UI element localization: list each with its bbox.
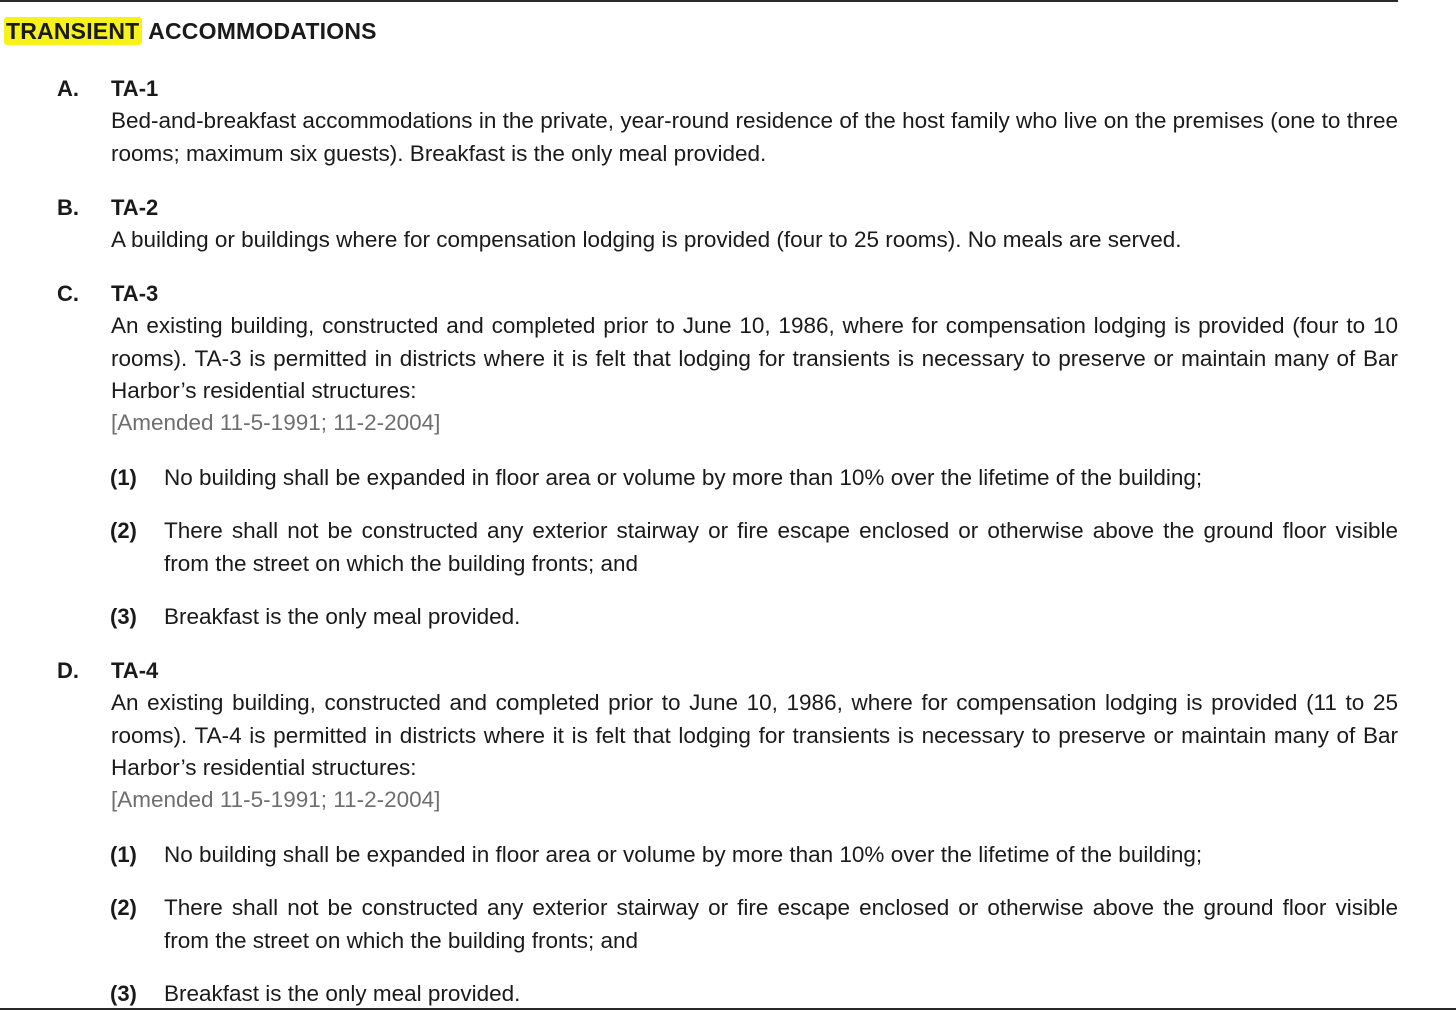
- section-c-title: TA-3: [111, 281, 159, 306]
- section-d-item-1-number: (1): [110, 842, 137, 867]
- section-b-title: TA-2: [111, 195, 159, 220]
- highlighted-term: TRANSIENT: [4, 17, 142, 45]
- section-d-item-2-number: (2): [110, 895, 137, 920]
- section-d-item-1-text: No building shall be expanded in floor area or volume by more than 10% over the lifetime of the building;: [164, 842, 1203, 867]
- section-a-letter: A.: [57, 76, 79, 101]
- section-a-text: Bed-and-breakfast accommodations in the private, year-round residence of the host family who live on the premises (one to three rooms; maximum six guests). Breakfast is the only meal provided.: [111, 108, 1398, 166]
- bottom-divider: [0, 1008, 1456, 1010]
- section-a-title: TA-1: [111, 76, 159, 101]
- section-d-amended-note: [Amended 11-5-1991; 11-2-2004]: [111, 787, 441, 812]
- section-d-letter: D.: [57, 658, 79, 683]
- section-c-item-3-text: Breakfast is the only meal provided.: [164, 604, 521, 629]
- section-d-item-3-text: Breakfast is the only meal provided.: [164, 981, 521, 1006]
- section-d-title: TA-4: [111, 658, 159, 683]
- page-heading: [4, 18, 377, 45]
- section-c-item-1-number: (1): [110, 465, 137, 490]
- section-d-text: An existing building, constructed and completed prior to June 10, 1986, where for compensation lodging is provided (11 to 25 rooms). TA-4 is permitted in districts where it is felt that lodging for transients is necessary to preserve or maintain many of Bar Harbor’s residential structures:: [111, 690, 1398, 780]
- section-c-item-2-number: (2): [110, 518, 137, 543]
- section-d-item-2-text: There shall not be constructed any exterior stairway or fire escape enclosed or otherwise above the ground floor visible from the street on which the building fronts; and: [164, 895, 1398, 953]
- section-b-letter: B.: [57, 195, 79, 220]
- section-c-letter: C.: [57, 281, 79, 306]
- section-c-amended-note: [Amended 11-5-1991; 11-2-2004]: [111, 410, 441, 435]
- section-c-item-1-text: No building shall be expanded in floor area or volume by more than 10% over the lifetime of the building;: [164, 465, 1203, 490]
- section-c-item-2-text: There shall not be constructed any exterior stairway or fire escape enclosed or otherwise above the ground floor visible from the street on which the building fronts; and: [164, 518, 1398, 576]
- top-divider: [0, 0, 1398, 2]
- section-c-text: An existing building, constructed and completed prior to June 10, 1986, where for compensation lodging is provided (four to 10 rooms). TA-3 is permitted in districts where it is felt that lodging for transients is necessary to preserve or maintain many of Bar Harbor’s residential structures:: [111, 313, 1398, 403]
- section-d-item-3-number: (3): [110, 981, 137, 1006]
- heading-rest: ACCOMMODATIONS: [148, 18, 377, 44]
- section-b-text: A building or buildings where for compensation lodging is provided (four to 25 rooms). No meals are served.: [111, 227, 1182, 252]
- section-c-item-3-number: (3): [110, 604, 137, 629]
